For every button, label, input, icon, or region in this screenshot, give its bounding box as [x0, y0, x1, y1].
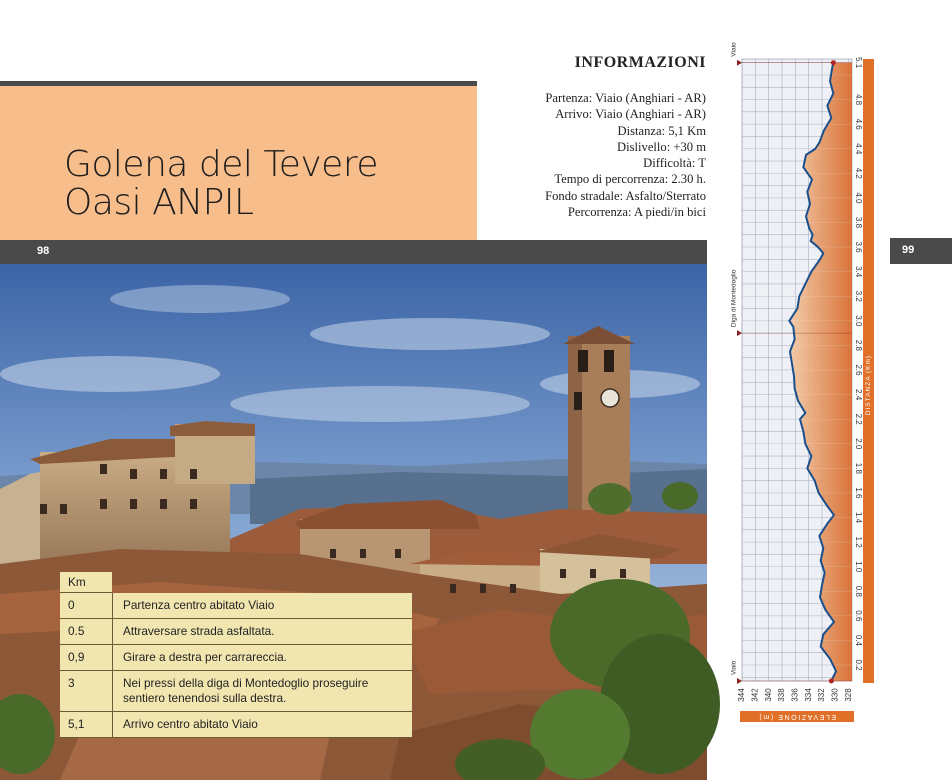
distance-tick-label: 3.4: [853, 266, 863, 278]
table-row: [60, 593, 412, 619]
distance-tick-label: 4.6: [853, 118, 863, 130]
info-heading: INFORMAZIONI: [574, 54, 706, 71]
distance-tick-label: 3.8: [853, 216, 863, 229]
table-cell-desc: Nei pressi della diga di Montedoglio proseguire sentiero tenendosi sulla destra.: [123, 676, 369, 705]
elevation-tick-label: 330: [830, 688, 840, 702]
distance-tick-label: 0.6: [853, 610, 863, 622]
route-table: [60, 572, 412, 738]
table-cell-km: 3: [60, 671, 113, 711]
profile-endpoint: [831, 60, 836, 65]
distance-tick-label: 0.2: [853, 659, 863, 671]
waypoint-marker: [737, 60, 742, 66]
info-line: Dislivello: +30 m: [617, 139, 706, 154]
elevation-chart-svg: [728, 42, 880, 733]
elevation-tick-label: 338: [777, 688, 787, 702]
distance-tick-label: 2.8: [853, 339, 863, 351]
table-cell-km: 0,9: [60, 645, 113, 670]
page-number-right: 99: [902, 244, 915, 256]
table-cell-km: 0.5: [60, 619, 113, 644]
title-line-2: Oasi ANPIL: [64, 182, 254, 223]
distance-tick-label: 4.4: [853, 143, 863, 155]
distance-tick-label: 3.2: [853, 290, 863, 302]
info-line: Partenza: Viaio (Anghiari - AR): [545, 91, 706, 105]
elevation-tick-label: 332: [817, 688, 827, 702]
distance-tick-label: 1.4: [853, 511, 863, 524]
distance-tick-label: 2.4: [853, 389, 863, 401]
distance-tick-label: 2.0: [853, 438, 863, 450]
page-title: [64, 146, 378, 222]
distance-axis-label: DISTANZA (Km): [865, 354, 873, 416]
waypoint-marker: [737, 678, 742, 684]
table-row: [60, 645, 412, 671]
distance-tick-label: 2.2: [853, 413, 863, 425]
elevation-tick-label: 342: [750, 688, 760, 702]
distance-tick-label: 1.0: [853, 561, 863, 573]
distance-tick-label: 1.2: [853, 536, 863, 548]
distance-tick-label: 3.0: [853, 315, 863, 327]
info-line: Fondo stradale: Asfalto/Sterrato: [545, 188, 706, 203]
page-bar-left: [0, 240, 707, 264]
waypoint-label: Diga di Montedoglio: [730, 269, 738, 328]
distance-tick-label: 1.8: [853, 462, 863, 474]
table-cell-km: 0: [60, 593, 113, 618]
title-line-1: Golena del Tevere: [64, 144, 378, 185]
elevation-tick-label: 334: [803, 688, 813, 702]
distance-tick-label: 2.6: [853, 364, 863, 376]
distance-tick-label: 5.1: [853, 57, 863, 69]
info-line: Percorrenza: A piedi/in bici: [567, 205, 706, 220]
waypoint-marker: [737, 330, 742, 336]
table-cell-desc: Arrivo centro abitato Viaio: [123, 717, 258, 731]
profile-endpoint: [829, 679, 834, 684]
distance-tick-label: 0.4: [853, 634, 863, 646]
distance-tick-label: 4.2: [853, 167, 863, 179]
table-header-km: Km: [60, 572, 112, 593]
table-row: [60, 619, 412, 645]
info-line: Tempo di percorrenza: 2.30 h.: [554, 172, 706, 187]
elevation-tick-label: 328: [843, 688, 853, 702]
table-cell-km: 5,1: [60, 712, 113, 737]
table-cell-desc: Girare a destra per carrareccia.: [123, 650, 287, 664]
elevation-chart: [728, 42, 880, 733]
elevation-tick-label: 340: [763, 688, 773, 702]
distance-tick-label: 0.8: [853, 585, 863, 597]
info-list: [470, 90, 706, 220]
table-row: [60, 712, 412, 738]
table-cell-desc: Partenza centro abitato Viaio: [123, 598, 275, 612]
waypoint-label: Viaio: [730, 660, 738, 675]
page-bar-right: [890, 238, 952, 264]
distance-tick-label: 4.8: [853, 94, 863, 106]
distance-tick-label: 3.6: [853, 241, 863, 253]
elevation-tick-label: 336: [790, 688, 800, 702]
distance-tick-label: 4.0: [853, 192, 863, 204]
elevation-tick-label: 344: [737, 688, 747, 702]
info-line: Arrivo: Viaio (Anghiari - AR): [555, 107, 706, 122]
distance-tick-label: 1.6: [853, 487, 863, 499]
info-line: Distanza: 5,1 Km: [617, 123, 706, 138]
table-row: [60, 671, 412, 712]
table-cell-desc: Attraversare strada asfaltata.: [123, 624, 275, 638]
waypoint-label: Viaio: [730, 42, 738, 57]
info-line: Difficoltà: T: [643, 156, 706, 171]
elevation-axis-label: ELEVAZIONE (m): [757, 713, 837, 721]
page-number-left: 98: [37, 245, 50, 257]
